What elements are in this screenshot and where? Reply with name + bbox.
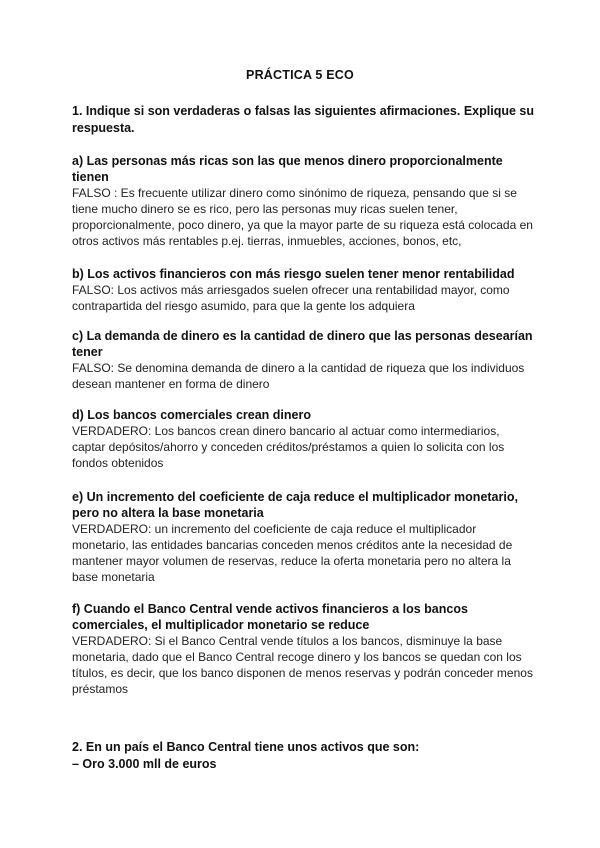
item-a [72, 153, 534, 249]
item-c-answer: FALSO: Se denomina demanda de dinero a la cantidad de riqueza que los individuos desean mantener en forma de dinero [72, 361, 525, 391]
item-a-answer: FALSO : Es frecuente utilizar dinero como sinónimo de riqueza, pensando que si se tiene mucho dinero se es rico, pero las personas muy ricas suelen tener, proporcionalmente, poco dinero, ya que la mayor parte de su riqueza está colocada en otros activos más rentables p.ej. tierras, inmuebles, acciones, bonos, etc, [72, 186, 533, 248]
item-e [72, 489, 534, 585]
item-c [72, 328, 534, 392]
item-d-answer: VERDADERO: Los bancos crean dinero bancario al actuar como intermediarios, captar depósitos/ahorro y conceden créditos/préstamos a quien lo solicita con los fondos obtenidos [72, 424, 505, 470]
item-b [72, 266, 534, 314]
item-c-statement: c) La demanda de dinero es la cantidad de dinero que las personas desearían tener [72, 329, 533, 359]
question-2 [72, 739, 542, 773]
question-1-heading: 1. Indique si son verdaderas o falsas las siguientes afirmaciones. Explique su respuesta. [72, 104, 534, 135]
item-a-statement: a) Las personas más ricas son las que menos dinero proporcionalmente tienen [72, 154, 503, 184]
document-title: PRÁCTICA 5 ECO [246, 68, 354, 82]
item-e-statement: e) Un incremento del coeficiente de caja reduce el multiplicador monetario, pero no altera la base monetaria [72, 490, 518, 520]
item-b-answer: FALSO: Los activos más arriesgados suelen ofrecer una rentabilidad mayor, como contrapartida del riesgo asumido, para que la gente los adquiera [72, 283, 510, 313]
item-b-statement: b) Los activos financieros con más riesgo suelen tener menor rentabilidad [72, 267, 515, 281]
question-2-heading: 2. En un país el Banco Central tiene unos activos que son: [72, 740, 420, 754]
item-f-answer: VERDADERO: Si el Banco Central vende títulos a los bancos, disminuye la base monetaria, dado que el Banco Central recoge dinero y los bancos se quedan con los títulos, es decir, que los banco disponen de menos reservas y podrán conceder menos préstamos [72, 634, 533, 696]
item-e-answer: VERDADERO: un incremento del coeficiente de caja reduce el multiplicador monetario, las entidades bancarias conceden menos créditos ante la necesidad de mantener mayor volumen de reservas, reduce la oferta monetaria pero no altera la base monetaria [72, 522, 513, 584]
item-d [72, 407, 534, 471]
item-f [72, 601, 534, 697]
item-d-statement: d) Los bancos comerciales crean dinero [72, 408, 311, 422]
question-2-line-1: – Oro 3.000 mll de euros [72, 757, 217, 771]
item-f-statement: f) Cuando el Banco Central vende activos financieros a los bancos comerciales, el multiplicador monetario se reduce [72, 602, 468, 632]
